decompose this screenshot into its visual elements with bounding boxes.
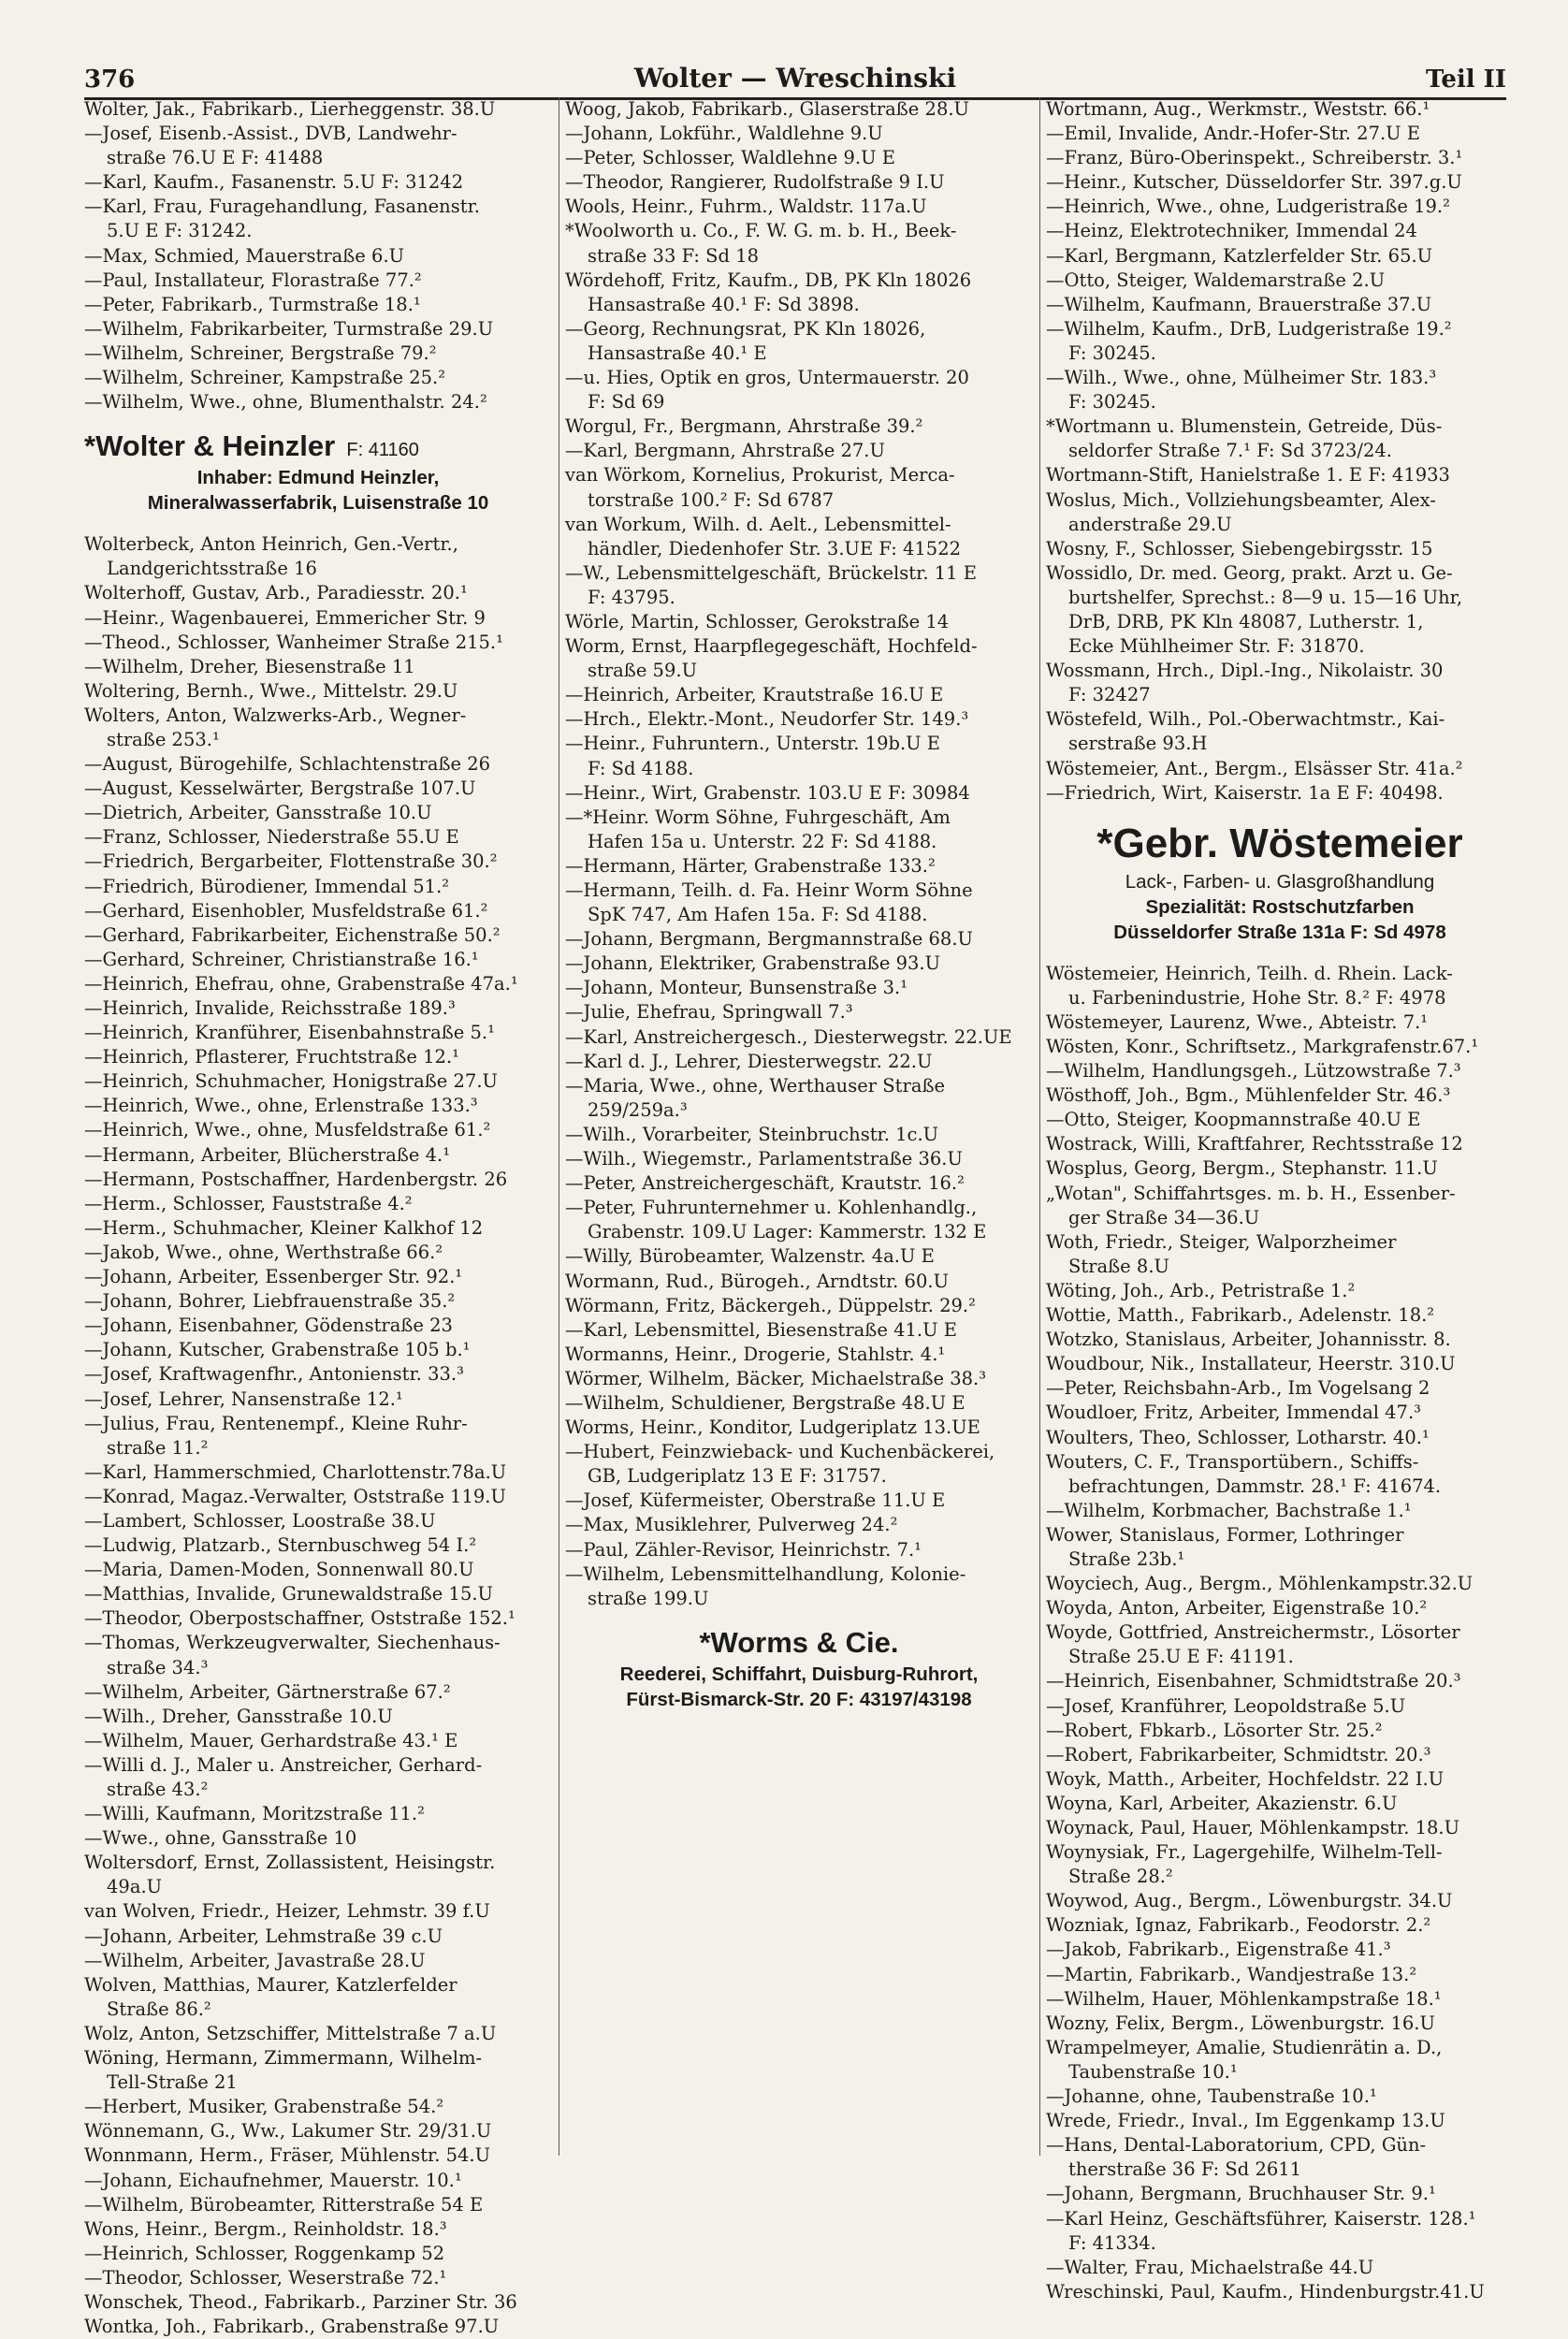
directory-entry: DrB, DRB, PK Kln 48087, Lutherstr. 1, [1068, 610, 1424, 632]
directory-entry: —Heinrich, Wwe., ohne, Ludgeristraße 19.² [1046, 196, 1450, 218]
directory-entry: —Heinrich, Kranführer, Eisenbahnstraße 5.¹ [84, 1022, 495, 1044]
directory-entry: —Emil, Invalide, Andr.-Hofer-Str. 27.U E [1046, 123, 1421, 145]
directory-entry: —Josef, Kraftwagenfhr., Antonienstr. 33.³ [84, 1363, 464, 1386]
directory-entry: SpK 747, Am Hafen 15a. F: Sd 4188. [588, 904, 928, 926]
directory-entry: —Robert, Fbkarb., Lösorter Str. 25.² [1046, 1719, 1383, 1741]
directory-entry: Woslus, Mich., Vollziehungsbeamter, Alex- [1046, 488, 1436, 511]
directory-entry: händler, Diedenhofer Str. 3.UE F: 41522 [588, 537, 962, 559]
directory-entry: Tell-Straße 21 [107, 2071, 238, 2094]
directory-entry: —Konrad, Magaz.-Verwalter, Oststraße 119.U [84, 1485, 506, 1507]
directory-entry: —Friedrich, Bürodiener, Immendal 51.² [84, 875, 450, 897]
directory-entry: Wouters, C. F., Transportübern., Schiffs- [1046, 1450, 1419, 1473]
part-label: Teil II [1425, 65, 1506, 94]
directory-entry: —Hermann, Postschaffner, Hardenbergstr. 26 [84, 1168, 508, 1190]
directory-entry: Ecke Mühlheimer Str. F: 31870. [1068, 635, 1365, 658]
directory-entry: —Jakob, Fabrikarb., Eigenstraße 41.³ [1046, 1939, 1391, 1961]
directory-entry: Woulters, Theo, Schlosser, Lotharstr. 40.¹ [1046, 1426, 1430, 1448]
directory-entry: —Friedrich, Bergarbeiter, Flottenstraße 30.² [84, 850, 498, 873]
directory-entry: —Robert, Fabrikarbeiter, Schmidtstr. 20.³ [1046, 1743, 1431, 1765]
directory-entry: Wolter, Jak., Fabrikarb., Lierheggenstr. 38.U [84, 98, 496, 120]
directory-entry: 259/259a.³ [588, 1098, 688, 1121]
ad-company-name: *Wolter & Heinzler [84, 429, 336, 463]
directory-entry: —Herbert, Musiker, Grabenstraße 54.² [84, 2096, 444, 2118]
directory-entry: —Wilh., Wiegemstr., Parlamentstraße 36.U [565, 1148, 963, 1170]
directory-entry: Woyk, Matth., Arbeiter, Hochfeldstr. 22 I.U [1046, 1767, 1445, 1790]
directory-entry: F: 43795. [588, 586, 675, 608]
directory-entry: —Georg, Rechnungsrat, PK Kln 18026, [565, 317, 926, 340]
ad-worms-cie [565, 1624, 1033, 1712]
directory-entry: —Wilhelm, Kaufmann, Brauerstraße 37.U [1046, 293, 1432, 315]
ad-line: Spezialität: Rostschutzfarben [1145, 895, 1415, 918]
directory-entry: 49a.U [107, 1876, 163, 1898]
directory-entry: —Heinrich, Wwe., ohne, Erlenstraße 133.³ [84, 1095, 478, 1117]
directory-entry: Wostrack, Willi, Kraftfahrer, Rechtsstraße 12 [1046, 1133, 1463, 1155]
directory-entry: —Karl, Hammerschmied, Charlottenstr.78a.U [84, 1460, 507, 1483]
directory-entry: —Theodor, Rangierer, Rudolfstraße 9 I.U [565, 171, 945, 194]
directory-entry: Wolterhoff, Gustav, Arb., Paradiesstr. 20.¹ [84, 582, 468, 604]
directory-entry: —Hrch., Elektr.-Mont., Neudorfer Str. 149.³ [565, 708, 969, 731]
directory-entry: —Julius, Frau, Rentenempf., Kleine Ruhr- [84, 1412, 468, 1434]
directory-entry: Wozny, Felix, Bergm., Löwenburgstr. 16.U [1046, 2012, 1435, 2034]
directory-entry: —Johann, Elektriker, Grabenstraße 93.U [565, 952, 941, 975]
directory-entry: —Karl, Lebensmittel, Biesenstraße 41.U E [565, 1318, 957, 1341]
directory-entry: —Hubert, Feinzwieback- und Kuchenbäckerei, [565, 1441, 995, 1463]
directory-entry: Wontka, Joh., Fabrikarb., Grabenstraße 97.U [84, 2316, 500, 2338]
directory-entry: Straße 25.U E F: 41191. [1068, 1646, 1294, 1668]
directory-entry: Wolz, Anton, Setzschiffer, Mittelstraße 7 a.U [84, 2022, 497, 2044]
directory-entry: seldorfer Straße 7.¹ F: Sd 3723/24. [1068, 440, 1392, 462]
directory-entry: „Wotan", Schiffahrtsges. m. b. H., Essenber- [1046, 1182, 1456, 1204]
directory-entry: F: Sd 69 [588, 391, 665, 414]
directory-entry: Woyna, Karl, Arbeiter, Akazienstr. 6.U [1046, 1792, 1398, 1814]
directory-entry: —Karl, Frau, Furagehandlung, Fasanenstr. [84, 196, 480, 218]
directory-entry: —Wilhelm, Schuldiener, Bergstraße 48.U E [565, 1391, 965, 1414]
directory-entry: —Max, Musiklehrer, Pulverweg 24.² [565, 1514, 898, 1536]
entry-list [84, 532, 552, 2339]
entry-list [565, 97, 1033, 1611]
directory-entry: Wosny, F., Schlosser, Siebengebirgsstr. 15 [1046, 537, 1433, 559]
directory-entry: Straße 86.² [107, 1998, 211, 2020]
directory-entry: Wormanns, Heinr., Drogerie, Stahlstr. 4.¹ [565, 1343, 946, 1365]
directory-entry: Woog, Jakob, Fabrikarb., Glaserstraße 28.U [565, 98, 969, 120]
directory-entry: —Peter, Reichsbahn-Arb., Im Vogelsang 2 [1046, 1377, 1430, 1400]
directory-entry: Worgul, Fr., Bergmann, Ahrstraße 39.² [565, 415, 923, 438]
directory-entry: Wörmer, Wilhelm, Bäcker, Michaelstraße 38.³ [565, 1367, 987, 1389]
directory-entry: Wösten, Konr., Schriftsetz., Markgrafenstr.67.¹ [1046, 1036, 1479, 1057]
directory-entry: —Josef, Küfermeister, Oberstraße 11.U E [565, 1489, 946, 1512]
directory-entry: —Johann, Bohrer, Liebfrauenstraße 35.² [84, 1290, 456, 1313]
directory-entry: —Hermann, Härter, Grabenstraße 133.² [565, 854, 936, 877]
directory-entry: —Wilhelm, Dreher, Biesenstraße 11 [84, 655, 415, 677]
directory-entry: Wozniak, Ignaz, Fabrikarb., Feodorstr. 2.² [1046, 1914, 1431, 1937]
directory-entry: straße 199.U [588, 1587, 709, 1609]
directory-entry: Wörmann, Fritz, Bäckergeh., Düppelstr. 29.² [565, 1294, 976, 1316]
directory-entry: —Dietrich, Arbeiter, Gansstraße 10.U [84, 802, 432, 824]
directory-entry: Woynack, Paul, Hauer, Möhlenkampstr. 18.U [1046, 1817, 1460, 1838]
entry-list [1046, 97, 1514, 806]
directory-entry: —Jakob, Wwe., ohne, Werthstraße 66.² [84, 1241, 443, 1263]
directory-entry: —Paul, Installateur, Florastraße 77.² [84, 269, 422, 291]
directory-entry: Woywod, Aug., Bergm., Löwenburgstr. 34.U [1046, 1890, 1453, 1912]
directory-entry: Straße 23b.¹ [1068, 1547, 1185, 1570]
directory-entry: Wösthoff, Joh., Bgm., Mühlenfelder Str. 46.³ [1046, 1084, 1451, 1107]
directory-entry: —Julie, Ehefrau, Springwall 7.³ [565, 1001, 853, 1024]
column-2 [565, 97, 1033, 2156]
directory-entry: Taubenstraße 10.¹ [1068, 2060, 1238, 2083]
directory-entry: straße 34.³ [107, 1656, 209, 1678]
directory-entry: Wolterbeck, Anton Heinrich, Gen.-Vertr., [84, 533, 458, 556]
directory-entry: Wormann, Rud., Bürogeh., Arndtstr. 60.U [565, 1270, 950, 1292]
directory-entry: —Peter, Anstreichergeschäft, Krautstr. 16.² [565, 1172, 965, 1195]
directory-entry: *Woolworth u. Co., F. W. G. m. b. H., Beek- [565, 220, 957, 242]
directory-entry: straße 76.U E F: 41488 [107, 147, 324, 169]
directory-entry: Wolters, Anton, Walzwerks-Arb., Wegner- [84, 704, 467, 726]
directory-entry: Wönnemann, G., Ww., Lakumer Str. 29/31.U [84, 2120, 492, 2143]
directory-entry: F: 32427 [1068, 684, 1151, 706]
directory-entry: Straße 8.U [1068, 1255, 1169, 1277]
directory-entry: —Willi d. J., Maler u. Anstreicher, Gerhard- [84, 1753, 483, 1776]
directory-entry: Wöstefeld, Wilh., Pol.-Oberwachtmstr., Kai- [1046, 708, 1445, 731]
directory-entry: —Heinrich, Pflasterer, Fruchtstraße 12.¹ [84, 1046, 459, 1068]
directory-entry: —Peter, Schlosser, Waldlehne 9.U E [565, 147, 895, 169]
directory-entry: F: Sd 4188. [588, 757, 694, 779]
column-3 [1046, 97, 1514, 2303]
directory-entry: —Wilh., Vorarbeiter, Steinbruchstr. 1c.U [565, 1123, 939, 1145]
directory-entry: —Wilhelm, Bürobeamter, Ritterstraße 54 E [84, 2193, 484, 2216]
ad-line: Mineralwasserfabrik, Luisenstraße 10 [147, 492, 489, 515]
directory-entry: —Josef, Kranführer, Leopoldstraße 5.U [1046, 1694, 1406, 1717]
directory-entry: —Franz, Schlosser, Niederstraße 55.U E [84, 826, 459, 849]
directory-entry: —Wilhelm, Lebensmittelhandlung, Kolonie- [565, 1562, 966, 1585]
directory-entry: Woynysiak, Fr., Lagergehilfe, Wilhelm-Tell- [1046, 1841, 1443, 1864]
directory-entry: —Wilhelm, Hauer, Möhlenkampstraße 18.¹ [1046, 1987, 1442, 2010]
directory-entry: Woltering, Bernh., Wwe., Mittelstr. 29.U [84, 679, 458, 702]
directory-entry: —Peter, Fabrikarb., Turmstraße 18.¹ [84, 293, 421, 315]
directory-entry: —Karl, Bergmann, Ahrstraße 27.U [565, 440, 885, 462]
directory-entry: straße 59.U [588, 660, 697, 682]
directory-entry: Worms, Heinr., Konditor, Ludgeriplatz 13.UE [565, 1416, 980, 1439]
directory-entry: —Friedrich, Wirt, Kaiserstr. 1a E F: 40498. [1046, 781, 1444, 804]
directory-entry: Woyde, Gottfried, Anstreichermstr., Lösorter [1046, 1621, 1460, 1644]
ad-phone: F: 41160 [346, 440, 419, 461]
directory-entry: Wördehoff, Fritz, Kaufm., DB, PK Kln 18026 [565, 269, 972, 291]
directory-entry: Wottie, Matth., Fabrikarb., Adelenstr. 18.² [1046, 1304, 1435, 1327]
directory-entry: —Heinrich, Schuhmacher, Honigstraße 27.U [84, 1070, 498, 1093]
directory-entry: —Heinrich, Wwe., ohne, Musfeldstraße 61.² [84, 1119, 491, 1141]
directory-entry: —Gerhard, Eisenhobler, Musfeldstraße 61.² [84, 899, 488, 922]
directory-entry: —Otto, Steiger, Waldemarstraße 2.U [1046, 269, 1386, 291]
directory-entry: —Karl Heinz, Geschäftsführer, Kaiserstr. 128.¹ [1046, 2207, 1476, 2230]
directory-entry: —Heinrich, Eisenbahner, Schmidtstraße 20.³ [1046, 1670, 1461, 1693]
directory-entry: straße 33 F: Sd 18 [588, 244, 760, 267]
directory-entry: —Ludwig, Platzarb., Sternbuschweg 54 I.² [84, 1534, 477, 1557]
directory-entry: —Josef, Lehrer, Nansenstraße 12.¹ [84, 1387, 403, 1410]
directory-entry: —Walter, Frau, Michaelstraße 44.U [1046, 2256, 1374, 2278]
directory-entry: —Herm., Schlosser, Fauststraße 4.² [84, 1192, 413, 1214]
directory-entry: van Wörkom, Kornelius, Prokurist, Merca- [565, 464, 955, 487]
directory-entry: —Heinrich, Schlosser, Roggenkamp 52 [84, 2242, 445, 2264]
directory-entry: F: 41334. [1068, 2231, 1156, 2254]
directory-entry: Woth, Friedr., Steiger, Walporzheimer [1046, 1230, 1397, 1253]
directory-entry: —Karl d. J., Lehrer, Diesterwegstr. 22.U [565, 1050, 933, 1072]
ad-company-name: *Gebr. Wöstemeier [1096, 820, 1463, 866]
directory-entry: Wools, Heinr., Fuhrm., Waldstr. 117a.U [565, 196, 927, 218]
directory-entry: —Hermann, Arbeiter, Blücherstraße 4.¹ [84, 1143, 451, 1166]
directory-entry: —Willi, Kaufmann, Moritzstraße 11.² [84, 1803, 425, 1825]
ad-line: Reederei, Schiffahrt, Duisburg-Ruhrort, [619, 1663, 979, 1685]
directory-entry: Wossidlo, Dr. med. Georg, prakt. Arzt u. Ge- [1046, 561, 1453, 584]
directory-entry: —Willy, Bürobeamter, Walzenstr. 4a.U E [565, 1245, 935, 1268]
directory-entry: Wonschek, Theod., Fabrikarb., Parziner Str. 36 [84, 2290, 517, 2313]
directory-entry: Wöting, Joh., Arb., Petristraße 1.² [1046, 1279, 1356, 1301]
directory-entry: —Hermann, Teilh. d. Fa. Heinr Worm Söhne [565, 879, 973, 901]
directory-entry: Woyda, Anton, Arbeiter, Eigenstraße 10.² [1046, 1597, 1428, 1620]
directory-entry: —Heinr., Fuhruntern., Unterstr. 19b.U E [565, 733, 941, 755]
ad-company-name: *Worms & Cie. [699, 1625, 899, 1659]
directory-entry: Woudloer, Fritz, Arbeiter, Immendal 47.³ [1046, 1402, 1421, 1424]
entry-list [1046, 962, 1514, 2304]
directory-entry: Grabenstr. 109.U Lager: Kammerstr. 132 E [588, 1221, 987, 1243]
directory-entry: torstraße 100.² F: Sd 6787 [588, 488, 835, 511]
page-header [84, 56, 1506, 100]
directory-entry: —*Heinr. Worm Söhne, Fuhrgeschäft, Am [565, 806, 951, 828]
directory-entry: —Wilhelm, Mauer, Gerhardstraße 43.¹ E [84, 1729, 458, 1751]
directory-entry: Hansastraße 40.¹ E [588, 341, 767, 364]
directory-entry: ger Straße 34—36.U [1068, 1206, 1260, 1228]
ad-line: Lack-, Farben- u. Glasgroßhandlung [1125, 870, 1435, 893]
directory-entry: —Paul, Zähler-Revisor, Heinrichstr. 7.¹ [565, 1538, 922, 1561]
directory-entry: —u. Hies, Optik en gros, Untermauerstr. 20 [565, 367, 969, 389]
directory-entry: —Maria, Damen-Moden, Sonnenwall 80.U [84, 1559, 474, 1581]
directory-entry: —Heinr., Wagenbauerei, Emmericher Str. 9 [84, 606, 486, 629]
directory-entry: GB, Ludgeriplatz 13 E F: 31757. [588, 1465, 887, 1488]
directory-entry: —Thomas, Werkzeugverwalter, Siechenhaus- [84, 1632, 501, 1654]
directory-entry: —Johann, Bergmann, Bergmannstraße 68.U [565, 928, 973, 951]
directory-entry: —Karl, Kaufm., Fasanenstr. 5.U F: 31242 [84, 171, 464, 194]
directory-entry: anderstraße 29.U [1068, 513, 1232, 535]
directory-entry: —Wilh., Wwe., ohne, Mülheimer Str. 183.³ [1046, 367, 1437, 389]
directory-entry: —Johann, Arbeiter, Essenberger Str. 92.¹ [84, 1266, 463, 1288]
directory-entry: —Wilhelm, Handlungsgeh., Lützowstraße 7.³ [1046, 1060, 1461, 1082]
directory-entry: Woyciech, Aug., Bergm., Möhlenkampstr.32.U [1046, 1573, 1474, 1595]
directory-entry: —August, Kesselwärter, Bergstraße 107.U [84, 777, 476, 800]
directory-entry: Woltersdorf, Ernst, Zollassistent, Heisingstr. [84, 1852, 496, 1874]
directory-entry: straße 253.¹ [107, 728, 220, 750]
directory-entry: Wotzko, Stanislaus, Arbeiter, Johannisstr. 8. [1046, 1329, 1451, 1351]
directory-entry: Wossmann, Hrch., Dipl.-Ing., Nikolaistr. 30 [1046, 660, 1444, 682]
directory-entry: Straße 28.² [1068, 1866, 1173, 1888]
directory-entry: *Wortmann u. Blumenstein, Getreide, Düs- [1046, 415, 1443, 438]
ad-gebr-woestemeier [1046, 819, 1514, 945]
directory-entry: —Max, Schmied, Mauerstraße 6.U [84, 244, 405, 267]
directory-entry: 5.U E F: 31242. [107, 220, 253, 242]
directory-entry: —Wwe., ohne, Gansstraße 10 [84, 1827, 357, 1850]
directory-entry: —Wilh., Dreher, Gansstraße 10.U [84, 1705, 393, 1727]
directory-entry: Wower, Stanislaus, Former, Lothringer [1046, 1523, 1404, 1546]
directory-entry: Wortmann, Aug., Werkmstr., Weststr. 66.¹ [1046, 98, 1430, 120]
directory-entry: F: 30245. [1068, 341, 1156, 364]
column-1 [84, 97, 552, 2338]
entry-list [84, 97, 552, 414]
directory-entry: straße 11.² [107, 1436, 209, 1459]
directory-entry: —Johann, Eisenbahner, Gödenstraße 23 [84, 1315, 453, 1337]
directory-entry: —Maria, Wwe., ohne, Werthauser Straße [565, 1074, 946, 1097]
directory-entry: befrachtungen, Dammstr. 28.¹ F: 41674. [1068, 1475, 1442, 1497]
directory-entry: —Johann, Monteur, Bunsenstraße 3.¹ [565, 977, 908, 999]
directory-entry: Wöstemeier, Ant., Bergm., Elsässer Str. 41a.² [1046, 757, 1463, 779]
directory-entry: —Wilhelm, Korbmacher, Bachstraße 1.¹ [1046, 1499, 1412, 1521]
directory-entry: —Heinrich, Arbeiter, Krautstraße 16.U E [565, 684, 944, 706]
directory-entry: —Wilhelm, Schreiner, Kampstraße 25.² [84, 367, 446, 389]
directory-entry: Wolven, Matthias, Maurer, Katzlerfelder [84, 1973, 457, 1996]
directory-entry: Wrede, Friedr., Inval., Im Eggenkamp 13.U [1046, 2110, 1445, 2132]
directory-entry: —Peter, Fuhrunternehmer u. Kohlenhandlg., [565, 1197, 978, 1219]
directory-entry: Wortmann-Stift, Hanielstraße 1. E F: 41933 [1046, 464, 1450, 487]
directory-entry: Wrampelmeyer, Amalie, Studienrätin a. D., [1046, 2036, 1443, 2058]
ad-wolter-heinzler [84, 428, 552, 516]
directory-entry: Wöstemeier, Heinrich, Teilh. d. Rhein. Lack- [1046, 962, 1453, 984]
column-divider [1039, 97, 1040, 2156]
directory-entry: Wosplus, Georg, Bergm., Stephanstr. 11.U [1046, 1157, 1438, 1180]
directory-entry: —Wilhelm, Fabrikarbeiter, Turmstraße 29.U [84, 317, 494, 340]
running-title: Wolter — Wreschinski [633, 63, 957, 94]
directory-entry: van Workum, Wilh. d. Aelt., Lebensmittel- [565, 513, 951, 535]
directory-entry: —Franz, Büro-Oberinspekt., Schreiberstr. 3.¹ [1046, 147, 1463, 169]
directory-entry: —Heinrich, Ehefrau, ohne, Grabenstraße 47a.¹ [84, 972, 518, 995]
directory-entry: —Johann, Kutscher, Grabenstraße 105 b.¹ [84, 1339, 471, 1361]
directory-entry: —Heinr., Wirt, Grabenstr. 103.U E F: 30984 [565, 781, 970, 804]
directory-entry: —Theodor, Schlosser, Weserstraße 72.¹ [84, 2266, 447, 2288]
directory-entry: —Gerhard, Schreiner, Christianstraße 16.¹ [84, 948, 479, 970]
directory-entry: straße 43.² [107, 1779, 209, 1800]
directory-entry: Woudbour, Nik., Installateur, Heerstr. 310.U [1046, 1353, 1456, 1375]
directory-entry: —Johann, Lokführ., Waldlehne 9.U [565, 123, 883, 145]
directory-entry: —Heinz, Elektrotechniker, Immendal 24 [1046, 220, 1417, 242]
directory-entry: —Wilhelm, Schreiner, Bergstraße 79.² [84, 341, 437, 364]
directory-entry: —Martin, Fabrikarb., Wandjestraße 13.² [1046, 1963, 1417, 1985]
directory-entry: van Wolven, Friedr., Heizer, Lehmstr. 39 f.U [84, 1900, 490, 1923]
directory-entry: u. Farbenindustrie, Hohe Str. 8.² F: 4978 [1068, 986, 1446, 1009]
directory-entry: Worm, Ernst, Haarpflegegeschäft, Hochfeld- [565, 635, 978, 658]
directory-entry: —Theodor, Oberpostschaffner, Oststraße 152.¹ [84, 1607, 515, 1630]
directory-entry: Hafen 15a u. Unterstr. 22 F: Sd 4188. [588, 830, 937, 852]
directory-entry: serstraße 93.H [1068, 733, 1208, 755]
directory-entry: —Karl, Bergmann, Katzlerfelder Str. 65.U [1046, 244, 1433, 267]
directory-entry: —Wilhelm, Wwe., ohne, Blumenthalstr. 24.² [84, 391, 487, 414]
directory-entry: Wons, Heinr., Bergm., Reinholdstr. 18.³ [84, 2217, 447, 2240]
directory-entry: —Herm., Schuhmacher, Kleiner Kalkhof 12 [84, 1216, 484, 1239]
directory-entry: burtshelfer, Sprechst.: 8—9 u. 15—16 Uhr, [1068, 586, 1463, 608]
directory-entry: Wreschinski, Paul, Kaufm., Hindenburgstr.41.U [1046, 2280, 1485, 2303]
directory-entry: F: 30245. [1068, 391, 1156, 414]
directory-entry: —Johann, Eichaufnehmer, Mauerstr. 10.¹ [84, 2169, 462, 2191]
directory-entry: —Heinrich, Invalide, Reichsstraße 189.³ [84, 997, 456, 1019]
ad-line: Düsseldorfer Straße 131a F: Sd 4978 [1113, 921, 1446, 943]
directory-entry: Hansastraße 40.¹ F: Sd 3898. [588, 293, 860, 315]
directory-entry: —Johann, Arbeiter, Lehmstraße 39 c.U [84, 1925, 443, 1947]
directory-entry: —Otto, Steiger, Koopmannstraße 40.U E [1046, 1109, 1421, 1131]
directory-entry: —Heinr., Kutscher, Düsseldorfer Str. 397.g.U [1046, 171, 1462, 194]
directory-entry: Wörle, Martin, Schlosser, Gerokstraße 14 [565, 610, 950, 632]
directory-entry: Landgerichtsstraße 16 [107, 558, 317, 580]
directory-entry: —W., Lebensmittelgeschäft, Brückelstr. 11 E [565, 561, 977, 584]
directory-entry: —Hans, Dental-Laboratorium, CPD, Gün- [1046, 2134, 1427, 2157]
directory-entry: —Karl, Anstreichergesch., Diesterwegstr. 22.UE [565, 1025, 1012, 1048]
directory-entry: —Johann, Bergmann, Bruchhauser Str. 9.¹ [1046, 2183, 1436, 2205]
directory-entry: therstraße 36 F: Sd 2611 [1068, 2158, 1302, 2181]
directory-entry: —Wilhelm, Arbeiter, Javastraße 28.U [84, 1949, 426, 1971]
directory-entry: —Wilhelm, Kaufm., DrB, Ludgeristraße 19.² [1046, 317, 1452, 340]
directory-entry: —Josef, Eisenb.-Assist., DVB, Landwehr- [84, 123, 457, 145]
directory-entry: —Matthias, Invalide, Grunewaldstraße 15.U [84, 1583, 493, 1605]
directory-entry: Wöstemeyer, Laurenz, Wwe., Abteistr. 7.¹ [1046, 1010, 1429, 1033]
directory-entry: —August, Bürogehilfe, Schlachtenstraße 26 [84, 753, 491, 776]
directory-entry: Wonnmann, Herm., Fräser, Mühlenstr. 54.U [84, 2144, 491, 2167]
ad-line: Fürst-Bismarck-Str. 20 F: 43197/43198 [626, 1688, 972, 1710]
directory-entry: —Wilhelm, Arbeiter, Gärtnerstraße 67.² [84, 1680, 451, 1703]
directory-entry: —Lambert, Schlosser, Loostraße 38.U [84, 1509, 436, 1532]
directory-entry: Wöning, Hermann, Zimmermann, Wilhelm- [84, 2047, 483, 2070]
directory-entry: —Johanne, ohne, Taubenstraße 10.¹ [1046, 2085, 1377, 2108]
page-number: 376 [84, 65, 136, 94]
directory-entry: —Gerhard, Fabrikarbeiter, Eichenstraße 50.² [84, 923, 501, 946]
directory-entry: —Theod., Schlosser, Wanheimer Straße 215.¹ [84, 631, 503, 653]
ad-line: Inhaber: Edmund Heinzler, [196, 467, 440, 489]
